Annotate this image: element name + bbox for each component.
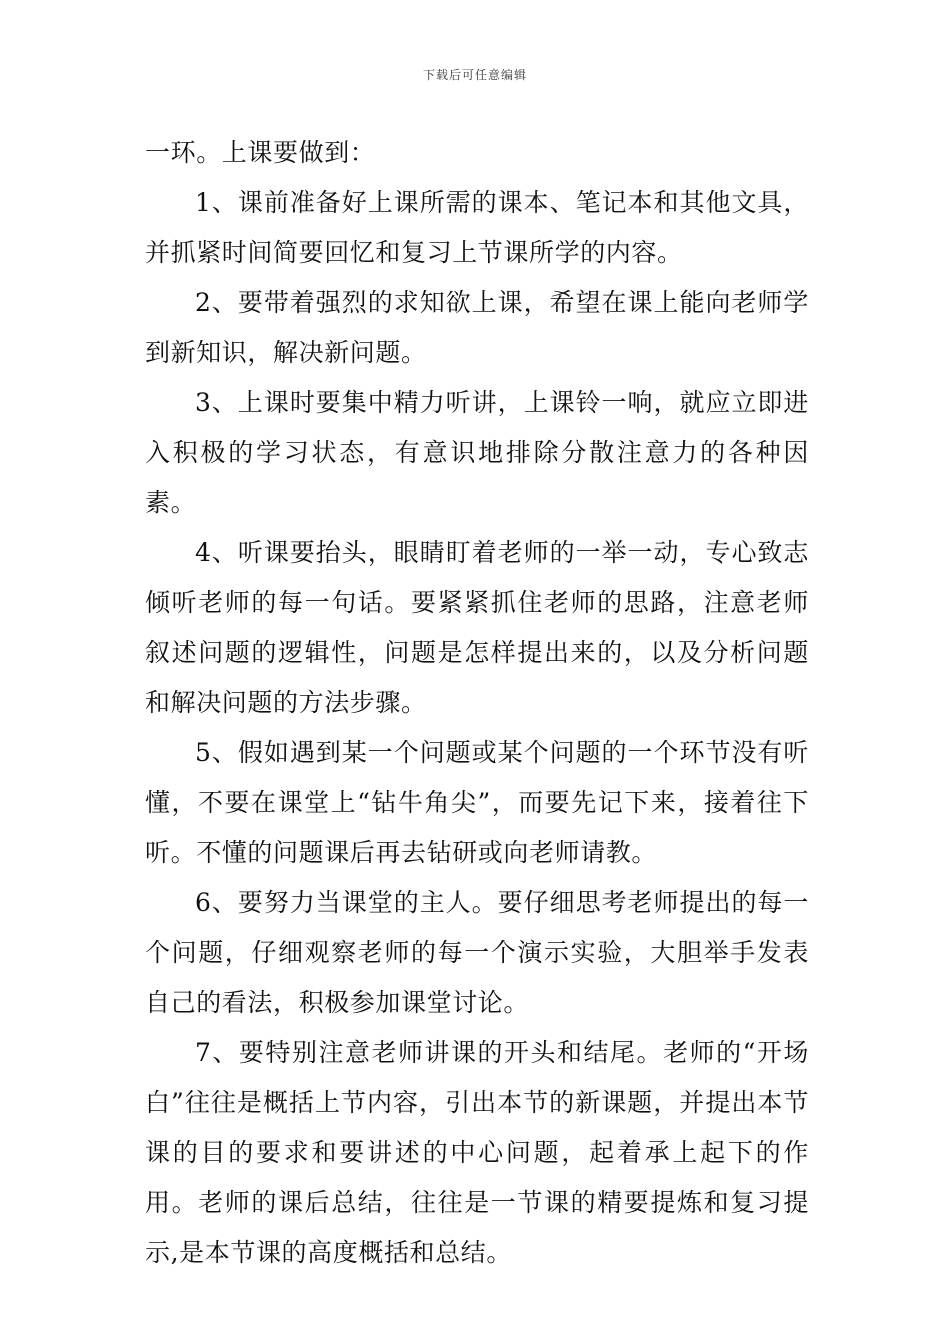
paragraph-item-6: 6、要努力当课堂的主人。要仔细思考老师提出的每一个问题，仔细观察老师的每一个演示实验，大胆举手发表自己的看法，积极参加课堂讨论。 — [145, 888, 809, 1017]
paragraph-item-3: 3、上课时要集中精力听讲，上课铃一响，就应立即进入积极的学习状态，有意识地排除分散注意力的各种因素。 — [145, 388, 809, 517]
paragraph-item-5: 5、假如遇到某一个问题或某个问题的一个环节没有听懂，不要在课堂上“钻牛角尖”，而要先记下来，接着往下听。不懂的问题课后再去钻研或向老师请教。 — [145, 738, 809, 867]
paragraph-item-1: 1、课前准备好上课所需的课本、笔记本和其他文具，并抓紧时间简要回忆和复习上节课所学的内容。 — [145, 188, 809, 267]
paragraph-item-2: 2、要带着强烈的求知欲上课，希望在课上能向老师学到新知识，解决新问题。 — [145, 288, 809, 367]
page-header: 下载后可任意编辑 — [422, 68, 527, 82]
paragraph-item-4: 4、听课要抬头，眼睛盯着老师的一举一动，专心致志倾听老师的每一句话。要紧紧抓住老师的思路，注意老师叙述问题的逻辑性，问题是怎样提出来的，以及分析问题和解决问题的方法步骤。 — [145, 538, 809, 717]
paragraph-continuation: 一环。上课要做到： — [145, 138, 376, 167]
paragraph-item-7: 7、要特别注意老师讲课的开头和结尾。老师的“开场白”往往是概括上节内容，引出本节的新课题，并提出本节课的目的要求和要讲述的中心问题，起着承上起下的作用。老师的课后总结，往往是一节课的精要提炼和复习提示,是本节课的高度概括和总结。 — [145, 1038, 809, 1267]
document-body — [145, 128, 809, 1278]
